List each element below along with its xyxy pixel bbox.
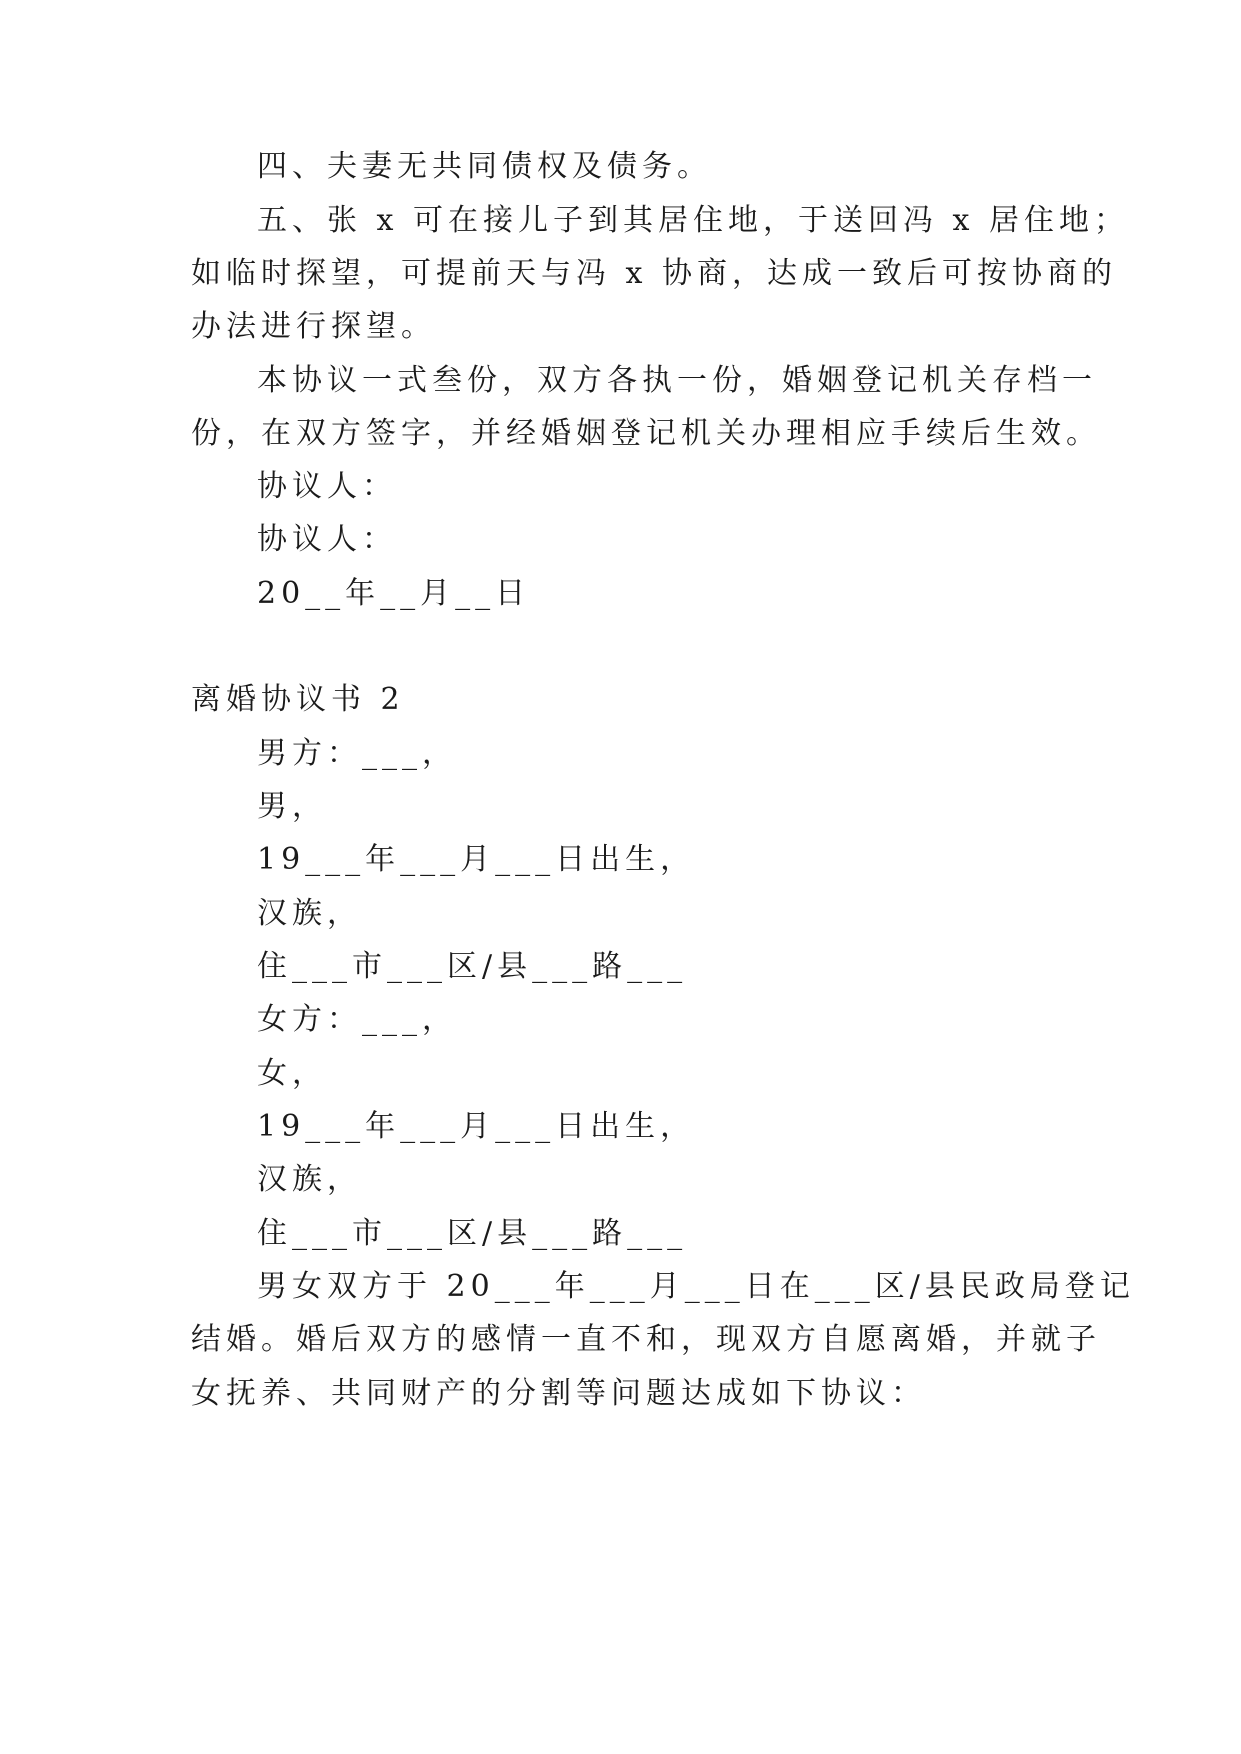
copies-clause-line-2: 份，在双方签字，并经婚姻登记机关办理相应手续后生效。 bbox=[191, 416, 1101, 451]
female-party-gender: 女， bbox=[257, 1056, 327, 1091]
marriage-statement-line-1: 男女双方于 20___年___月___日在___区/县民政局登记 bbox=[257, 1269, 1135, 1304]
male-party-birth-date: 19___年___月___日出生， bbox=[257, 842, 696, 877]
female-party-birth-date: 19___年___月___日出生， bbox=[257, 1109, 696, 1144]
marriage-statement-line-2: 结婚。婚后双方的感情一直不和，现双方自愿离婚，并就子 bbox=[191, 1322, 1101, 1357]
female-party-address: 住___市___区/县___路___ bbox=[257, 1216, 688, 1251]
male-party-name: 男方：___， bbox=[257, 736, 457, 771]
female-party-name: 女方：___， bbox=[257, 1002, 457, 1037]
male-party-address: 住___市___区/县___路___ bbox=[257, 949, 688, 984]
section-title: 离婚协议书 2 bbox=[191, 682, 405, 717]
male-party-ethnicity: 汉族， bbox=[257, 896, 362, 931]
copies-clause-line-1: 本协议一式叁份，双方各执一份，婚姻登记机关存档一 bbox=[257, 363, 1097, 398]
clause-5-line-2: 如临时探望，可提前天与冯 x 协商，达成一致后可按协商的 bbox=[191, 256, 1117, 291]
signing-date: 20__年__月__日 bbox=[257, 576, 531, 611]
clause-5-line-3: 办法进行探望。 bbox=[191, 309, 436, 344]
clause-5-line-1: 五、张 x 可在接儿子到其居住地，于送回冯 x 居住地； bbox=[257, 203, 1129, 238]
marriage-statement-line-3: 女抚养、共同财产的分割等问题达成如下协议： bbox=[191, 1376, 926, 1411]
signer-1-label: 协议人： bbox=[257, 469, 397, 504]
female-party-ethnicity: 汉族， bbox=[257, 1162, 362, 1197]
clause-4: 四、夫妻无共同债权及债务。 bbox=[257, 149, 712, 184]
signer-2-label: 协议人： bbox=[257, 522, 397, 557]
male-party-gender: 男， bbox=[257, 789, 327, 824]
